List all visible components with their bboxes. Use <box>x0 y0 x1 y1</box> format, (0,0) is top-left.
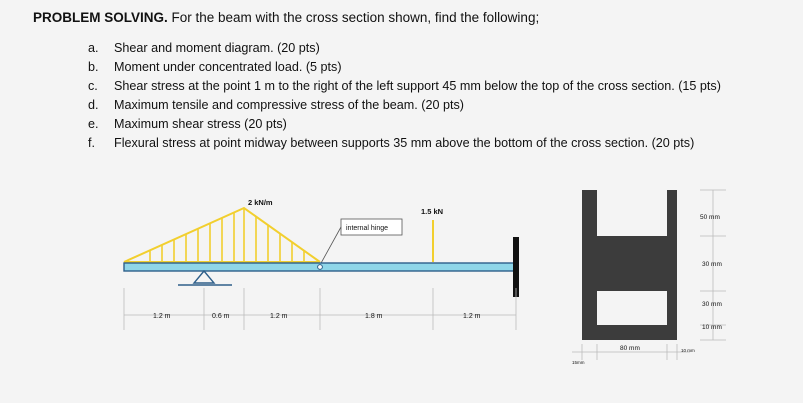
task-text: Moment under concentrated load. (5 pts) <box>114 60 342 74</box>
dimension-lines <box>124 288 516 330</box>
heading-bold: PROBLEM SOLVING. <box>33 10 168 25</box>
task-letter: f. <box>88 136 95 150</box>
pin-support <box>194 271 214 283</box>
task-text: Shear stress at the point 1 m to the right of the left support 45 mm below the top of the cross section. (15 pts) <box>114 79 721 93</box>
heading-rest: For the beam with the cross section shown, find the following; <box>167 10 540 25</box>
task-letter: e. <box>88 117 99 131</box>
span-label: 1.2 m <box>463 313 481 320</box>
span-label: 0.6 m <box>212 313 230 320</box>
distributed-load-label: 2 kN/m <box>248 198 273 207</box>
task-text: Shear and moment diagram. (20 pts) <box>114 41 320 55</box>
hinge-label: internal hinge <box>346 225 389 232</box>
point-load-label: 1.5 kN <box>421 207 444 216</box>
hinge-leader <box>320 227 341 265</box>
span-label: 1.2 m <box>270 313 288 320</box>
task-letter: b. <box>88 60 99 74</box>
internal-hinge <box>318 265 323 270</box>
distributed-load <box>124 208 320 262</box>
task-letter: c. <box>88 79 98 93</box>
dim-label: 80 mm <box>620 345 640 352</box>
dim-label: 30 mm <box>702 301 722 308</box>
dim-label: 10 mm <box>702 324 722 331</box>
task-text: Maximum tensile and compressive stress of the beam. (20 pts) <box>114 98 464 112</box>
dim-label: 15mm <box>572 360 585 365</box>
cross-section-diagram <box>560 0 803 403</box>
dim-label: 30 mm <box>702 261 722 268</box>
task-letter: a. <box>88 41 99 55</box>
task-letter: d. <box>88 98 99 112</box>
task-text: Maximum shear stress (20 pts) <box>114 117 287 131</box>
cross-section-shape <box>582 190 677 340</box>
dim-label: 50 mm <box>700 214 720 221</box>
dim-label: 10 mm <box>681 348 695 353</box>
span-label: 1.8 m <box>365 313 383 320</box>
task-text: Flexural stress at point midway between supports 35 mm above the bottom of the cross section. (20 pts) <box>114 136 695 150</box>
span-label: 1.2 m <box>153 313 171 320</box>
